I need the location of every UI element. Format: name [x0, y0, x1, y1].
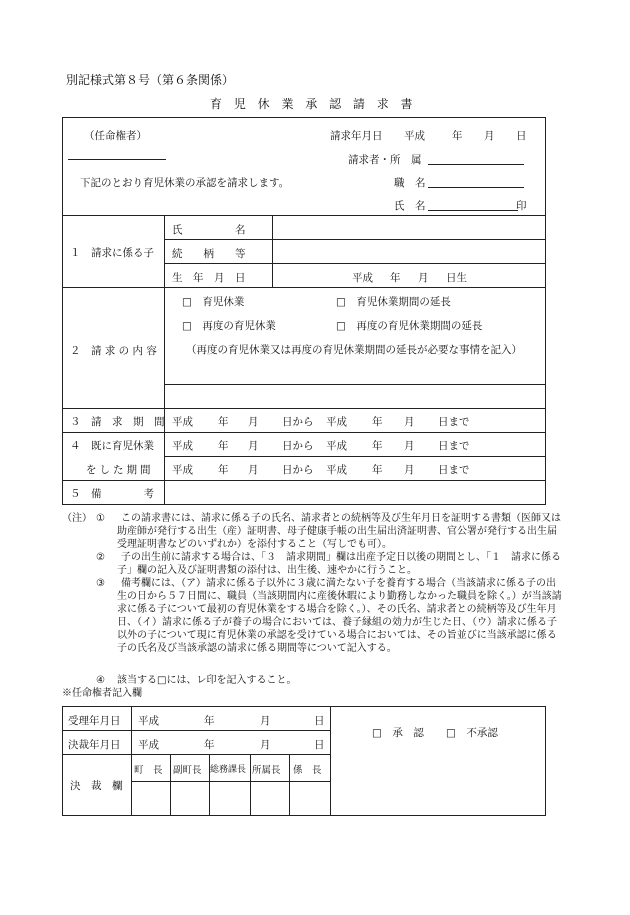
prior1-to-month[interactable]: 月: [404, 440, 415, 452]
prior2-to-day[interactable]: 日まで: [438, 464, 470, 476]
period-to-day[interactable]: 日まで: [438, 416, 470, 428]
request-date-era: 平成: [404, 130, 425, 142]
decided-date-label: 決裁年月日: [68, 739, 121, 751]
prior2-from-month[interactable]: 月: [248, 464, 259, 476]
prior2-from-era: 平成: [172, 464, 193, 476]
reject-checkbox[interactable]: □ 不承認: [446, 727, 498, 739]
stamp-mayor: 町 長: [134, 765, 163, 776]
request-date-month[interactable]: 月: [484, 130, 495, 142]
request-statement: 下記のとおり育児休業の承認を請求します。: [80, 177, 290, 189]
child-birth-month[interactable]: 月: [418, 272, 429, 284]
note-3: 備考欄には、（ア）請求に係る子以外に３歳に満たない子を養育する場合（当該請求に係る子の出生の日から５７日間に、職員（当該期間内に産後休暇により勤務しなかった職員を除く。）が当該請求に係る子について最初の育児休業をする場合を除く。）、その氏名、請求者との続柄等及び生年月日、（イ）請求に係る子が養子の場合においては、養子縁組の効力が生じた日、（ウ）請求に係る子以外の子について現に育児休業の承認を受けている場合においては、その旨並びに当該承認に係る子の氏名及び当該承認の請求に係る期間等について記入する。: [117, 578, 562, 654]
received-era: 平成: [138, 715, 159, 727]
period-from-month[interactable]: 月: [248, 416, 259, 428]
prior2-from-day[interactable]: 日から: [282, 464, 314, 476]
prior2-from-year[interactable]: 年: [218, 464, 229, 476]
stamp-deputy-mayor: 副町長: [173, 765, 202, 776]
prior2-to-year[interactable]: 年: [372, 464, 383, 476]
prior2-to-era: 平成: [326, 464, 347, 476]
child-birth-label: 生 年 月 日: [172, 272, 246, 284]
received-date-label: 受理年月日: [68, 715, 121, 727]
prior1-from-month[interactable]: 月: [248, 440, 259, 452]
remarks-field[interactable]: [166, 482, 544, 504]
decision-label: 決 裁 欄: [70, 780, 123, 792]
authority-label: （任命権者）: [84, 130, 147, 142]
received-year[interactable]: 年: [204, 715, 215, 727]
prior1-from-year[interactable]: 年: [218, 440, 229, 452]
option-repeat-leave-extension[interactable]: □ 再度の育児休業期間の延長: [336, 320, 483, 332]
request-date-day[interactable]: 日: [516, 130, 527, 142]
affiliation-field[interactable]: [428, 164, 524, 165]
notes-prefix: （注）: [62, 513, 92, 524]
option-childcare-leave[interactable]: □ 育児休業: [182, 296, 245, 308]
content-note: （再度の育児休業又は再度の育児休業期間の延長が必要な事情を記入）: [186, 344, 522, 356]
prior1-to-day[interactable]: 日まで: [438, 440, 470, 452]
period-to-era: 平成: [326, 416, 347, 428]
stamp-box-mayor[interactable]: [132, 783, 169, 815]
period-to-month[interactable]: 月: [404, 416, 415, 428]
prior-section-label-2: をした期間: [86, 464, 154, 476]
authority-name-line[interactable]: [68, 159, 166, 160]
authority-section-title: ※任命権者記入欄: [62, 688, 142, 699]
note-1-mark: ①: [96, 513, 105, 524]
position-field[interactable]: [428, 187, 524, 188]
seal-mark: 印: [516, 200, 527, 212]
child-section-label: １ 請求に係る子: [70, 247, 154, 259]
period-section-label: ３ 請 求 期 間: [70, 416, 165, 428]
position-label: 職 名: [394, 177, 426, 189]
child-name-label: 氏 名: [172, 224, 246, 236]
option-leave-extension[interactable]: □ 育児休業期間の延長: [336, 296, 451, 308]
stamp-section-chief: 係 長: [293, 765, 322, 776]
stamp-department-head: 所属長: [252, 765, 281, 776]
child-birth-era: 平成: [352, 272, 373, 284]
option-repeat-leave[interactable]: □ 再度の育児休業: [182, 320, 276, 332]
request-date-year[interactable]: 年: [452, 130, 463, 142]
stamp-general-affairs-chief: 総務課長: [210, 765, 247, 775]
prior-section-label-1: ４ 既に育児休業: [70, 440, 154, 452]
note-4-mark: ④: [96, 675, 105, 686]
child-birth-day[interactable]: 日生: [446, 272, 467, 284]
child-birth-year[interactable]: 年: [390, 272, 401, 284]
period-from-era: 平成: [172, 416, 193, 428]
received-month[interactable]: 月: [260, 715, 271, 727]
decided-day[interactable]: 日: [314, 739, 325, 751]
stamp-box-section-chief[interactable]: [290, 783, 329, 815]
request-date-label: 請求年月日: [330, 130, 383, 142]
period-from-year[interactable]: 年: [218, 416, 229, 428]
name-label: 氏 名: [394, 200, 426, 212]
decided-year[interactable]: 年: [204, 739, 215, 751]
form-number: 別記様式第８号（第６条関係）: [66, 73, 235, 87]
prior1-from-era: 平成: [172, 440, 193, 452]
prior1-to-year[interactable]: 年: [372, 440, 383, 452]
period-from-day[interactable]: 日から: [282, 416, 314, 428]
decided-era: 平成: [138, 739, 159, 751]
note-2-mark: ②: [96, 552, 105, 563]
prior1-to-era: 平成: [326, 440, 347, 452]
prior1-from-day[interactable]: 日から: [282, 440, 314, 452]
stamp-box-general-affairs-chief[interactable]: [210, 783, 249, 815]
affiliation-label: 請求者・所 属: [348, 154, 422, 166]
note-4: 該当する□には、レ印を記入すること。: [117, 675, 297, 686]
remarks-section-label: ５ 備 考: [70, 488, 154, 500]
stamp-box-department-head[interactable]: [251, 783, 288, 815]
approve-checkbox[interactable]: □ 承 認: [372, 727, 424, 739]
stamp-box-deputy-mayor[interactable]: [171, 783, 208, 815]
note-2: 子の出生前に請求する場合は、「３ 請求期間」欄は出産予定日以後の期間とし、「１ 請求に係る子」欄の記入及び証明書類の添付は、出生後、速やかに行うこと。: [117, 552, 561, 576]
received-day[interactable]: 日: [314, 715, 325, 727]
page-title: 育 児 休 業 承 認 請 求 書: [210, 97, 417, 111]
content-section-label: ２ 請 求 の 内 容: [70, 345, 157, 357]
child-relation-label: 続 柄 等: [172, 248, 246, 260]
note-1: この請求書には、請求に係る子の氏名、請求者との続柄等及び生年月日を証明する書類（医師又は助産師が発行する出生（産）証明書、母子健康手帳の出生届出済証明書、官公署が発行する出生届受理証明書などのいずれか）を添付すること（写しでも可）。: [117, 513, 561, 550]
note-3-mark: ③: [96, 578, 105, 589]
decided-month[interactable]: 月: [260, 739, 271, 751]
period-to-year[interactable]: 年: [372, 416, 383, 428]
name-field[interactable]: [428, 210, 518, 211]
prior2-to-month[interactable]: 月: [404, 464, 415, 476]
